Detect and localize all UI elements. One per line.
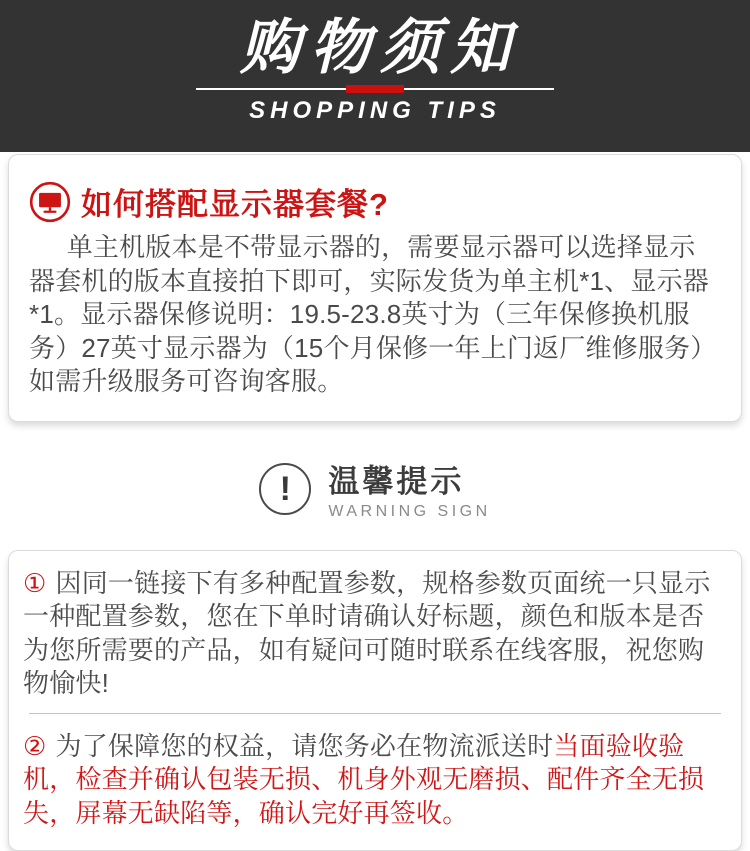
warning-sign-text xyxy=(328,456,490,521)
note-item-2 xyxy=(9,714,741,851)
shopping-tips-header xyxy=(0,0,750,152)
note-1-number: ① xyxy=(23,568,47,598)
monitor-icon xyxy=(29,181,71,223)
note-1-text: 因同一链接下有多种配置参数，规格参数页面统一只显示一种配置参数，您在下单时请确认好标题，颜色和版本是否为您所需要的产品，如有疑问可随时联系在线客服，祝您购物愉快! xyxy=(23,568,711,699)
exclamation-glyph: ! xyxy=(280,472,291,506)
note-item-1 xyxy=(9,551,741,713)
warning-subtitle: WARNING SIGN xyxy=(328,503,490,521)
page-title: 购物须知 xyxy=(230,14,520,82)
notes-card xyxy=(8,550,742,851)
combo-card-heading xyxy=(21,179,729,224)
divider-red-chip xyxy=(346,85,404,93)
warning-title: 温馨提示 xyxy=(328,456,490,501)
combo-body-text: 单主机版本是不带显示器的，需要显示器可以选择显示器套机的版本直接拍下即可，实际发货为单主机*1、显示器*1。显示器保修说明：19.5-23.8英寸为（三年保修换机服务）27英寸显示器为（15个月保修一年上门返厂维修服务）如需升级服务可咨询客服。 xyxy=(29,231,721,399)
note-2-number: ② xyxy=(23,731,47,761)
note-2-text-normal: 为了保障您的权益，请您务必在物流派送时 xyxy=(56,731,554,761)
exclamation-icon xyxy=(259,463,311,515)
monitor-combo-card xyxy=(8,154,742,422)
note-2-text-highlight: 当面验收验机，检查并确认包装无损、机身外观无磨损、配件齐全无损失，屏幕无缺陷等，确认完好再签收。 xyxy=(23,731,704,828)
warning-sign xyxy=(0,450,750,528)
combo-heading-text: 如何搭配显示器套餐? xyxy=(81,179,389,224)
page-subtitle: SHOPPING TIPS xyxy=(249,97,501,125)
title-divider xyxy=(196,85,554,93)
